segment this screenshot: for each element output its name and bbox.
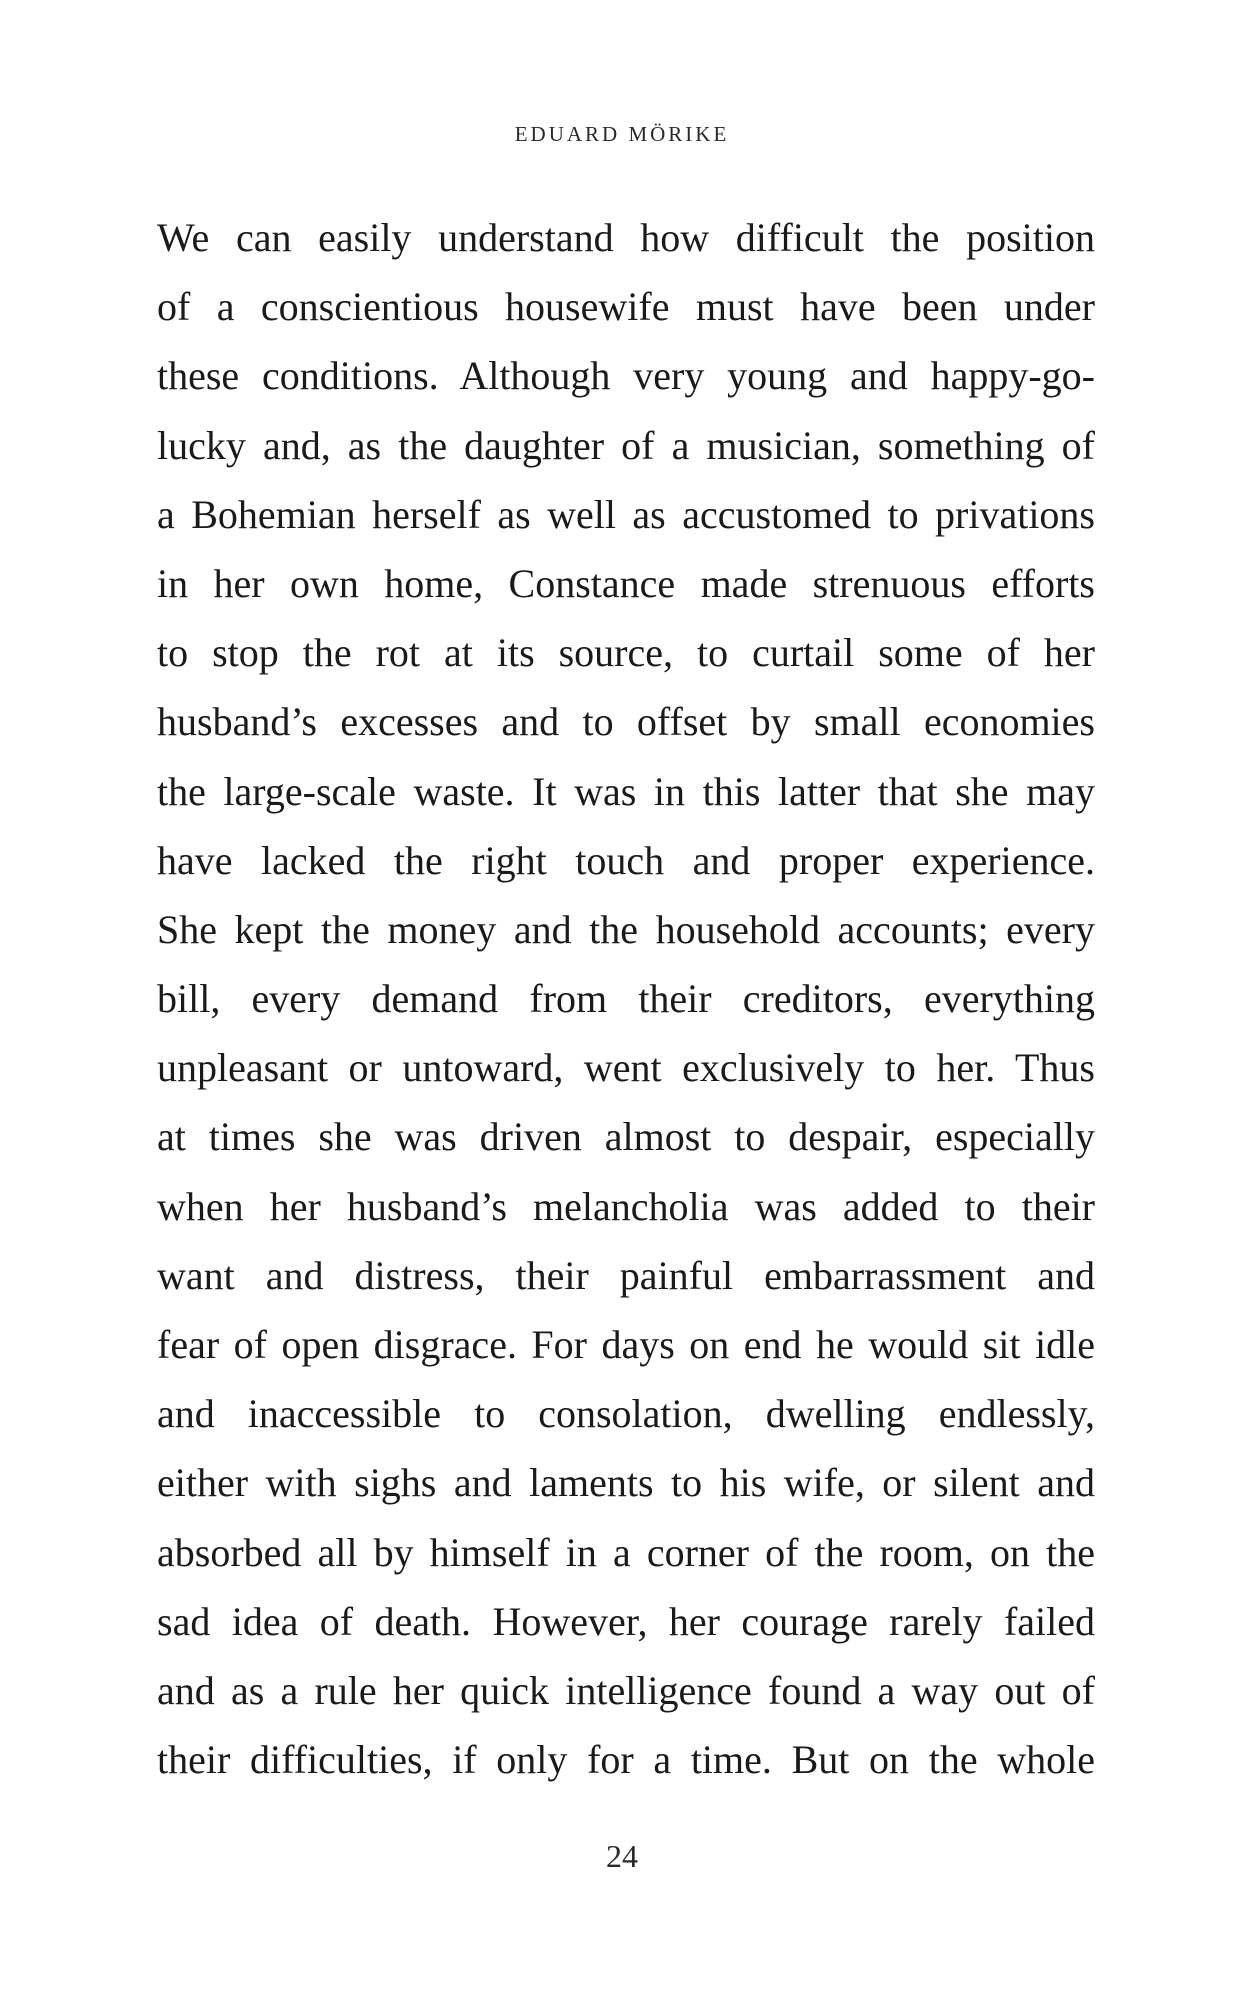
text-line: She kept the money and the household accounts; every (157, 906, 1095, 952)
text-line: fear of open disgrace. For days on end he would sit idle (157, 1322, 1095, 1367)
text-line: unpleasant or untoward, went exclusively to her. Thus (157, 1045, 1095, 1091)
text-line: their difficulties, if only for a time. But on the whole (157, 1737, 1095, 1783)
text-line: either with sighs and laments to his wife, or silent and (157, 1460, 1095, 1506)
text-line: We can easily understand how difficult the position (157, 215, 1095, 260)
text-line: the large-scale waste. It was in this latter that she may (157, 768, 1095, 814)
text-line: in her own home, Constance made strenuous efforts (157, 560, 1095, 606)
body-paragraph (157, 203, 1095, 1794)
text-line: a Bohemian herself as well as accustomed to privations (157, 491, 1095, 537)
text-line: to stop the rot at its source, to curtail some of her (157, 630, 1095, 676)
page-number: 24 (606, 1838, 638, 1874)
text-line: lucky and, as the daughter of a musician, something of (157, 422, 1095, 468)
text-line: want and distress, their painful embarrassment and (157, 1252, 1095, 1298)
text-line: when her husband’s melancholia was added to their (157, 1183, 1095, 1229)
text-line: sad idea of death. However, her courage rarely failed (157, 1598, 1095, 1644)
running-head: EDUARD MÖRIKE (514, 122, 730, 146)
text-line: of a conscientious housewife must have been under (157, 284, 1095, 330)
text-line: at times she was driven almost to despair, especially (157, 1114, 1095, 1160)
text-line: and as a rule her quick intelligence found a way out of (157, 1667, 1095, 1713)
text-line: and inaccessible to consolation, dwelling endlessly, (157, 1391, 1095, 1437)
text-line: absorbed all by himself in a corner of the room, on the (157, 1529, 1095, 1575)
text-line: have lacked the right touch and proper experience. (157, 837, 1095, 883)
text-line: husband’s excesses and to offset by small economies (157, 699, 1095, 745)
text-line: these conditions. Although very young and happy-go- (157, 353, 1095, 399)
text-line: bill, every demand from their creditors, everything (157, 976, 1095, 1022)
